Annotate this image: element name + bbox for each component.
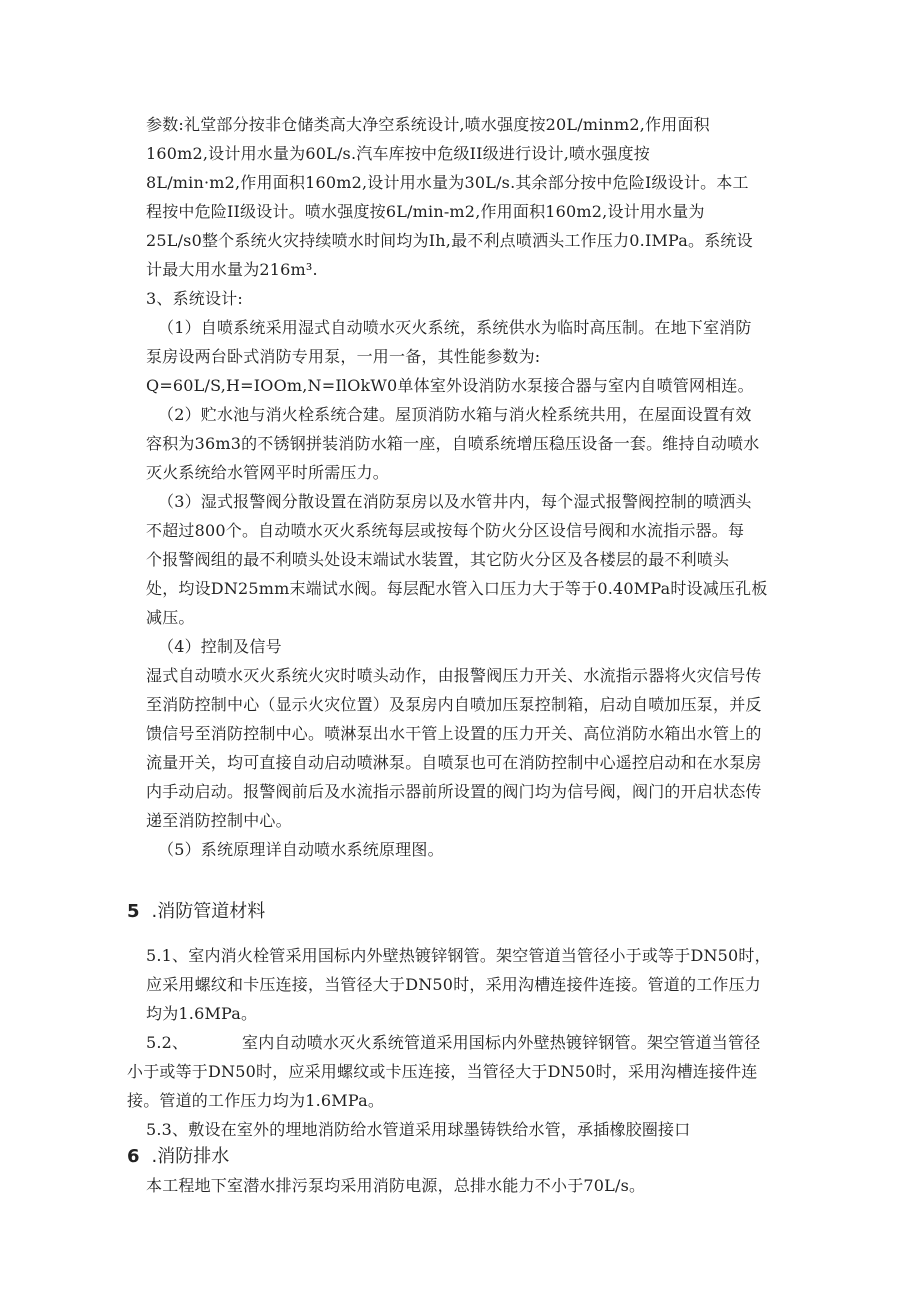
paragraph-3-line: （3）湿式报警阀分散设置在消防泵房以及水管井内，每个湿式报警阀控制的喷洒头 [158, 492, 752, 511]
section-5-number: 5 [127, 901, 140, 922]
clause-5-2-number: 5.2、 [146, 1033, 189, 1052]
paragraph-4-line: 递至消防控制中心。 [146, 811, 292, 830]
section-6-number: 6 [127, 1146, 140, 1167]
section-6-title: .消防排水 [151, 1146, 230, 1167]
paragraph-3-line: 不超过800个。自动喷水灭火系统每层或按每个防火分区设信号阀和水流指示器。每 [146, 521, 745, 540]
params-line: 参数:礼堂部分按非仓储类高大净空系统设计,喷水强度按20L/minm2,作用面积 [146, 115, 710, 134]
paragraph-2-line: 容积为36m3的不锈钢拼装消防水箱一座，自喷系统增压稳压设备一套。维持自动喷水 [146, 434, 760, 453]
clause-5-2-line: 小于或等于DN50时，应采用螺纹或卡压连接，当管径大于DN50时，采用沟槽连接件连 [127, 1062, 758, 1081]
clause-5-3: 5.3、敷设在室外的埋地消防给水管道采用球墨铸铁给水管，承插橡胶圈接口 [146, 1120, 691, 1139]
params-line: 160m2,设计用水量为60L/s.汽车库按中危级II级进行设计,喷水强度按 [146, 144, 650, 163]
clause-5-2-line: 室内自动喷水灭火系统管道采用国标内外壁热镀锌钢管。架空管道当管径 [242, 1033, 761, 1052]
params-line: 程按中危险II级设计。喷水强度按6L/min-m2,作用面积160m2,设计用水量为 [146, 202, 705, 221]
params-line: 计最大用水量为216m³. [146, 260, 318, 279]
paragraph-3-line: 个报警阀组的最不利喷头处设末端试水装置，其它防火分区及各楼层的最不利喷头 [146, 550, 730, 569]
paragraph-1-line: Q=60L/S,H=IOOm,N=IlOkW0单体室外设消防水泵接合器与室内自喷管网相连。 [146, 376, 754, 395]
paragraph-4-line: 至消防控制中心（显示火灾位置）及泵房内自喷加压泵控制箱，启动自喷加压泵，并反 [146, 695, 762, 714]
clause-5-2-line: 接。管道的工作压力均为1.6MPa。 [127, 1091, 385, 1110]
paragraph-3-line: 减压。 [146, 608, 195, 627]
paragraph-4-line: 湿式自动喷水灭火系统火灾时喷头动作，由报警阀压力开关、水流指示器将火灾信号传 [146, 666, 762, 685]
paragraph-4-line: 内手动启动。报警阀前后及水流指示器前所设置的阀门均为信号阀，阀门的开启状态传 [146, 782, 762, 801]
params-line: 25L/s0整个系统火灾持续喷水时间均为Ih,最不利点喷洒头工作压力0.IMPa。系统设 [146, 231, 753, 250]
clause-5-1-line: 5.1、室内消火栓管采用国标内外壁热镀锌钢管。架空管道当管径小于或等于DN50时， [146, 946, 771, 965]
section-5-title: .消防管道材料 [151, 901, 266, 922]
paragraph-1-line: （1）自喷系统采用湿式自动喷水灭火系统，系统供水为临时高压制。在地下室消防 [158, 318, 752, 337]
paragraph-3-line: 处，均设DN25mm末端试水阀。每层配水管入口压力大于等于0.40MPa时设减压孔板 [146, 579, 768, 598]
paragraph-4-title: （4）控制及信号 [158, 637, 282, 656]
section-5-heading [127, 899, 265, 925]
clause-5-1-line: 应采用螺纹和卡压连接，当管径大于DN50时，采用沟槽连接件连接。管道的工作压力 [146, 975, 761, 994]
paragraph-4-line: 流量开关，均可直接自动启动喷淋泵。自喷泵也可在消防控制中心遥控启动和在水泵房 [146, 753, 762, 772]
params-line: 8L/min·m2,作用面积160m2,设计用水量为30L/s.其余部分按中危险I级设计。本工 [146, 173, 749, 192]
paragraph-1-line: 泵房设两台卧式消防专用泵，一用一备，其性能参数为: [146, 347, 541, 366]
section-6-heading [127, 1144, 229, 1170]
paragraph-5: （5）系统原理详自动喷水系统原理图。 [158, 840, 444, 859]
paragraph-4-line: 馈信号至消防控制中心。喷淋泵出水干管上设置的压力开关、高位消防水箱出水管上的 [146, 724, 762, 743]
paragraph-2-line: 灭火系统给水管网平时所需压力。 [146, 463, 390, 482]
clause-5-1-line: 均为1.6MPa。 [146, 1004, 258, 1023]
paragraph-2-line: （2）贮水池与消火栓系统合建。屋顶消防水箱与消火栓系统共用，在屋面设置有效 [158, 405, 752, 424]
section-3-title: 3、系统设计: [146, 289, 243, 308]
section-6-text: 本工程地下室潜水排污泵均采用消防电源，总排水能力不小于70L/s。 [146, 1176, 646, 1195]
